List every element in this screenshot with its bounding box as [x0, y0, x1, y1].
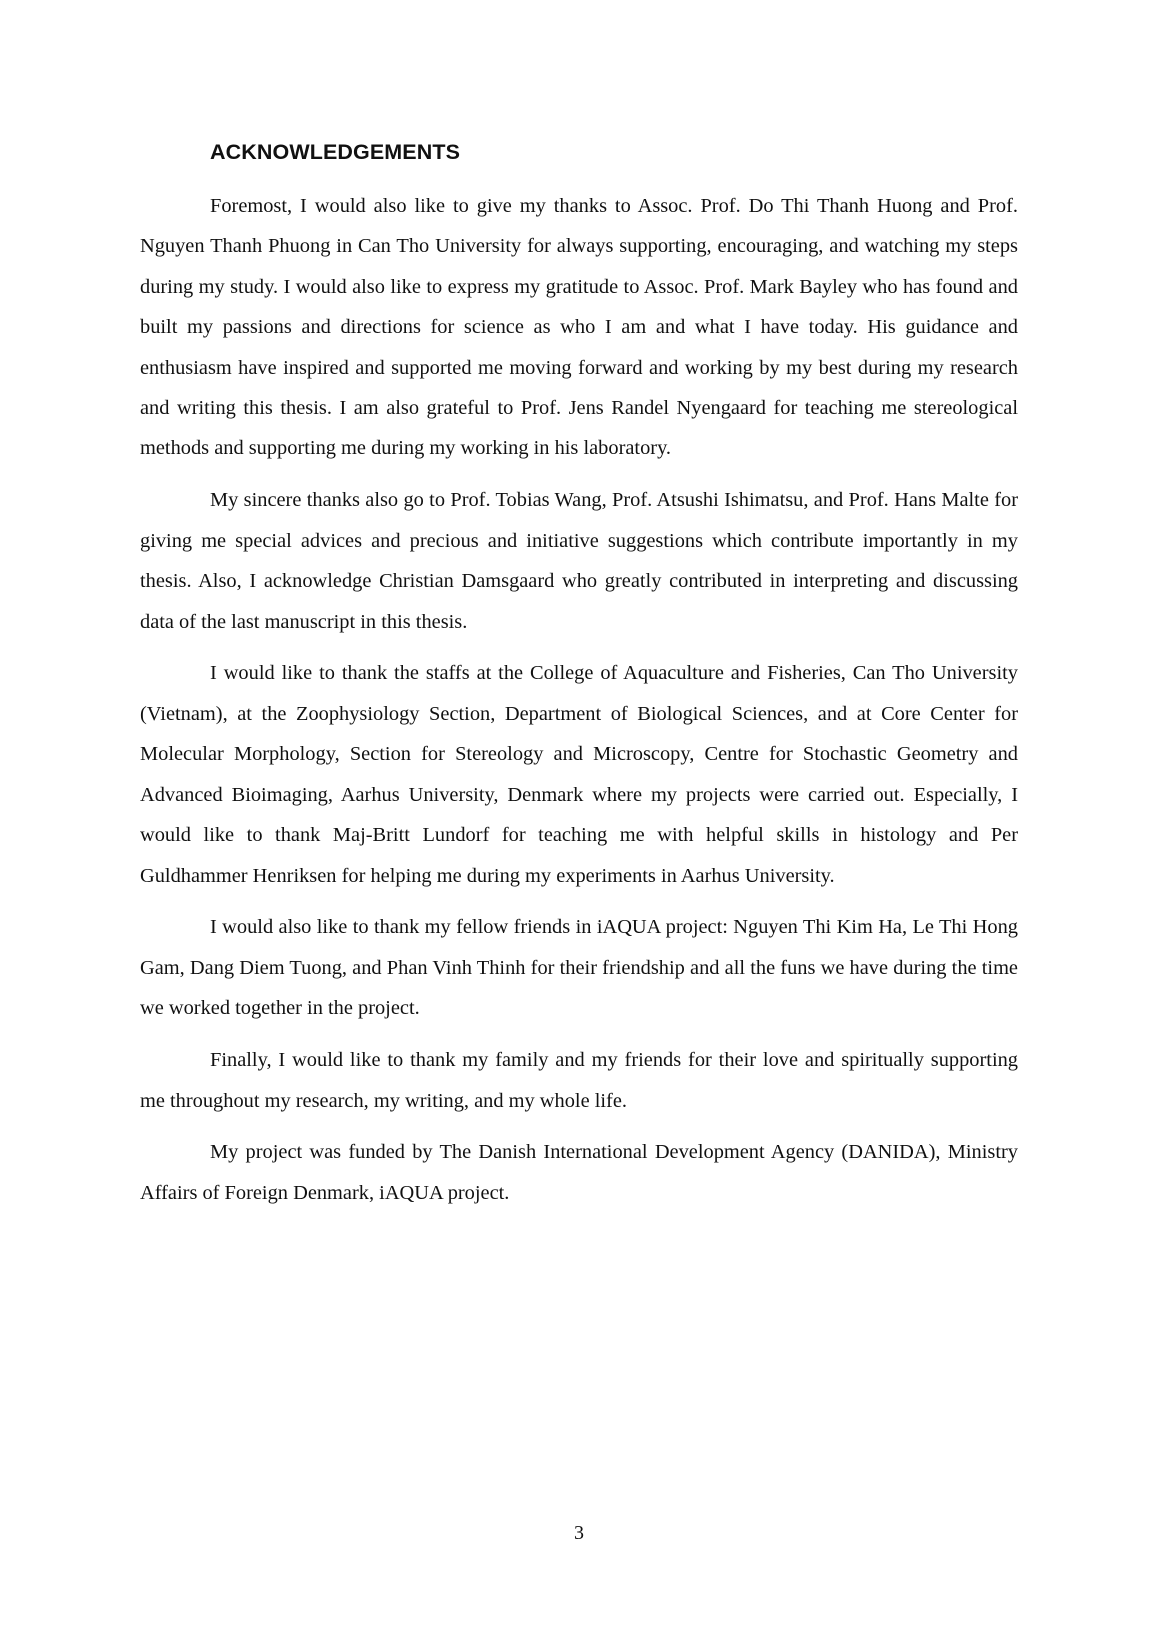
paragraph-6: My project was funded by The Danish International Development Agency (DANIDA), Ministry Affairs of Foreign Denmark, iAQUA project.	[140, 1141, 1018, 1204]
acknowledgements-body	[140, 186, 1018, 1225]
page-number: 3	[574, 1522, 584, 1544]
paragraph-5: Finally, I would like to thank my family and my friends for their love and spiritually supporting me throughout my research, my writing, and my whole life.	[140, 1049, 1018, 1112]
section-heading: ACKNOWLEDGEMENTS	[210, 140, 461, 164]
paragraph-4: I would also like to thank my fellow friends in iAQUA project: Nguyen Thi Kim Ha, Le Thi Hong Gam, Dang Diem Tuong, and Phan Vinh Thinh for their friendship and all the funs we have during the time we worked together in the project.	[140, 916, 1018, 1020]
paragraph-3: I would like to thank the staffs at the College of Aquaculture and Fisheries, Can Tho University (Vietnam), at the Zoophysiology Section, Department of Biological Sciences, and at Core Center for Molecular Morphology, Section for Stereology and Microscopy, Centre for Stochastic Geometry and Advanced Bioimaging, Aarhus University, Denmark where my projects were carried out. Especially, I would like to thank Maj-Britt Lundorf for teaching me with helpful skills in histology and Per Guldhammer Henriksen for helping me during my experiments in Aarhus University.	[140, 662, 1018, 887]
paragraph-1: Foremost, I would also like to give my thanks to Assoc. Prof. Do Thi Thanh Huong and Prof. Nguyen Thanh Phuong in Can Tho University for always supporting, encouraging, and watching my steps during my study. I would also like to express my gratitude to Assoc. Prof. Mark Bayley who has found and built my passions and directions for science as who I am and what I have today. His guidance and enthusiasm have inspired and supported me moving forward and working by my best during my research and writing this thesis. I am also grateful to Prof. Jens Randel Nyengaard for teaching me stereological methods and supporting me during my working in his laboratory.	[140, 195, 1018, 460]
paragraph-2: My sincere thanks also go to Prof. Tobias Wang, Prof. Atsushi Ishimatsu, and Prof. Hans Malte for giving me special advices and precious and initiative suggestions which contribute importantly in my thesis. Also, I acknowledge Christian Damsgaard who greatly contributed in interpreting and discussing data of the last manuscript in this thesis.	[140, 489, 1018, 633]
